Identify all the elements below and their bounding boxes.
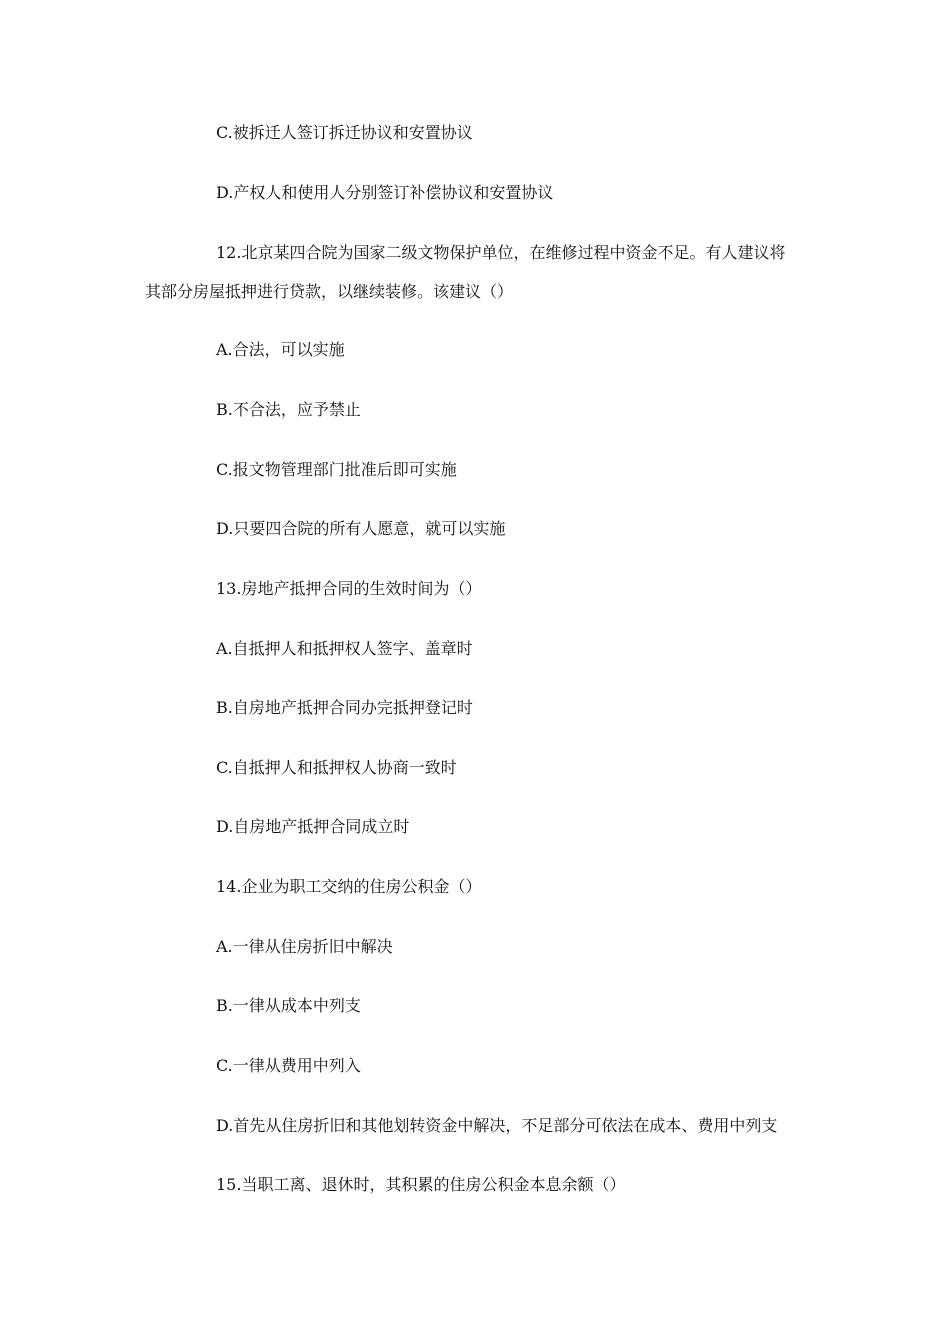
question-14: 14.企业为职工交纳的住房公积金（） bbox=[216, 877, 482, 896]
question-15: 15.当职工离、退休时，其积累的住房公积金本息余额（） bbox=[216, 1175, 626, 1194]
option-11-d: D.产权人和使用人分别签订补偿协议和安置协议 bbox=[216, 183, 554, 202]
option-12-a: A.合法，可以实施 bbox=[216, 340, 345, 359]
option-14-c: C.一律从费用中列入 bbox=[216, 1056, 361, 1075]
option-14-b: B.一律从成本中列支 bbox=[216, 996, 361, 1015]
option-13-a: A.自抵押人和抵押权人签字、盖章时 bbox=[216, 639, 473, 658]
option-11-c: C.被拆迁人签订拆迁协议和安置协议 bbox=[216, 123, 473, 142]
option-14-a: A.一律从住房折旧中解决 bbox=[216, 937, 393, 956]
question-12-line-2: 其部分房屋抵押进行贷款，以继续装修。该建议（） bbox=[145, 282, 514, 301]
option-12-b: B.不合法，应予禁止 bbox=[216, 400, 361, 419]
option-12-c: C.报文物管理部门批准后即可实施 bbox=[216, 460, 457, 479]
option-13-d: D.自房地产抵押合同成立时 bbox=[216, 817, 410, 836]
question-12-line-1: 12.北京某四合院为国家二级文物保护单位，在维修过程中资金不足。有人建议将 bbox=[216, 243, 786, 262]
option-13-c: C.自抵押人和抵押权人协商一致时 bbox=[216, 758, 457, 777]
question-13: 13.房地产抵押合同的生效时间为（） bbox=[216, 579, 482, 598]
option-14-d: D.首先从住房折旧和其他划转资金中解决，不足部分可依法在成本、费用中列支 bbox=[216, 1116, 778, 1135]
option-13-b: B.自房地产抵押合同办完抵押登记时 bbox=[216, 698, 473, 717]
option-12-d: D.只要四合院的所有人愿意，就可以实施 bbox=[216, 519, 506, 538]
